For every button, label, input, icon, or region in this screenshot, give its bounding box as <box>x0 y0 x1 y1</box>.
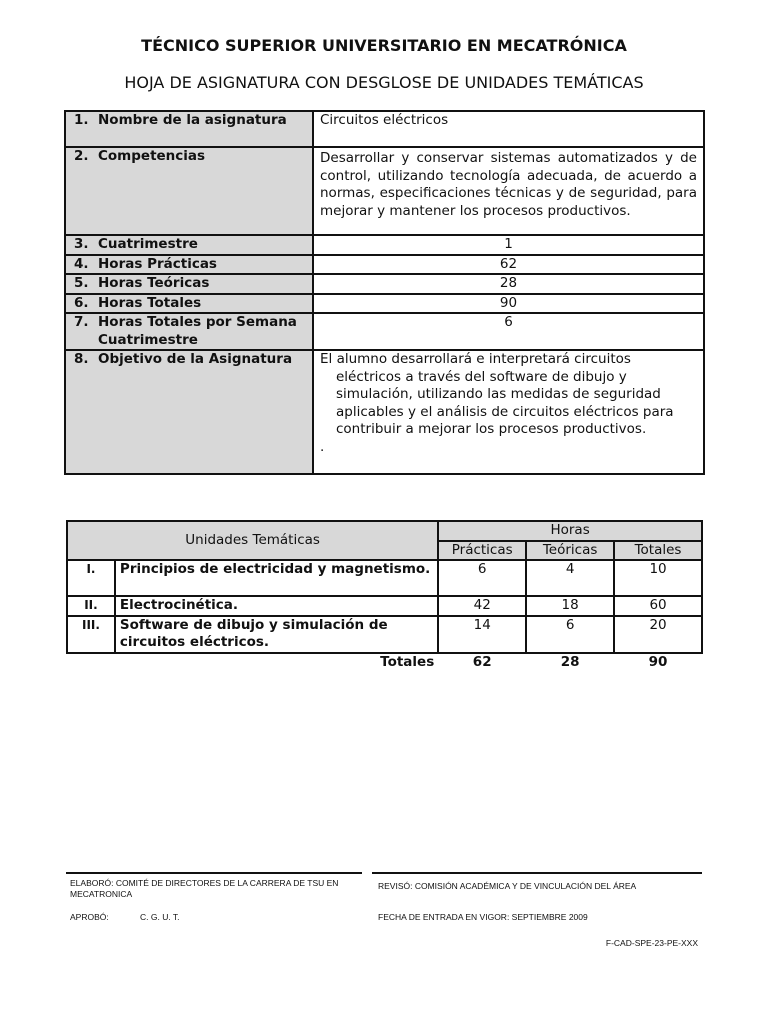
objective-rest: eléctricos a través del software de dibujo y simulación, utilizando las medidas de seguridad aplicables y el análisis de circuitos eléctricos para contribuir a mejorar los procesos productivos. <box>336 368 674 437</box>
info-value: 62 <box>313 255 704 275</box>
info-label: Competencias <box>98 148 206 164</box>
info-label-cell <box>65 274 313 294</box>
objective-trailing: . <box>320 438 325 455</box>
info-label-cell <box>65 235 313 255</box>
unit-roman: I. <box>67 560 115 596</box>
col-unidades-header: Unidades Temáticas <box>67 521 438 560</box>
unit-roman: III. <box>67 616 115 653</box>
col-horas-header: Horas <box>438 521 702 541</box>
info-row <box>65 111 704 147</box>
unit-practicas: 6 <box>438 560 526 596</box>
table-row <box>67 616 702 653</box>
page-subtitle: HOJA DE ASIGNATURA CON DESGLOSE DE UNIDADES TEMÁTICAS <box>124 73 644 92</box>
unit-practicas: 14 <box>438 616 526 653</box>
info-label-cell <box>65 255 313 275</box>
col-totales-header: Totales <box>614 541 702 561</box>
total-practicas: 62 <box>472 653 492 670</box>
info-value: Circuitos eléctricos <box>313 111 704 147</box>
info-value-objective <box>313 350 704 474</box>
info-label: Nombre de la asignatura <box>98 112 287 128</box>
total-teoricas: 28 <box>560 653 580 670</box>
totals-label: Totales <box>380 653 435 670</box>
info-value: 90 <box>313 294 704 314</box>
info-num: 7. <box>74 314 89 330</box>
unit-name: Software de dibujo y simulación de circuitos eléctricos. <box>115 616 438 653</box>
info-row <box>65 235 704 255</box>
info-row <box>65 255 704 275</box>
footer-reviso: REVISÓ: COMISIÓN ACADÉMICA Y DE VINCULACIÓN DEL ÁREA <box>378 881 637 891</box>
info-num: 5. <box>74 275 89 291</box>
info-num: 8. <box>74 351 89 367</box>
footer-code: F-CAD-SPE-23-PE-XXX <box>605 938 698 948</box>
unit-teoricas: 18 <box>526 596 614 616</box>
info-num: 4. <box>74 255 89 272</box>
col-teoricas-header: Teóricas <box>526 541 614 561</box>
subject-info-table <box>64 110 705 475</box>
unit-totales: 20 <box>614 616 702 653</box>
unit-teoricas: 6 <box>526 616 614 653</box>
objective-first-line: El alumno desarrollará e interpretará circuitos <box>320 351 631 367</box>
info-row <box>65 274 704 294</box>
info-num: 1. <box>74 112 89 128</box>
info-row <box>65 147 704 235</box>
info-label-cell <box>65 313 313 350</box>
info-value: Desarrollar y conservar sistemas automatizados y de control, utilizando tecnología adecuada, de acuerdo a normas, especificaciones técnicas y de seguridad, para mejorar y mantener los procesos productivos. <box>313 147 704 235</box>
footer-rule-right <box>372 872 702 874</box>
page-title: TÉCNICO SUPERIOR UNIVERSITARIO EN MECATRÓNICA <box>141 36 627 55</box>
info-label: Horas Teóricas <box>98 275 210 291</box>
info-label-cell <box>65 350 313 474</box>
info-label: Cuatrimestre <box>98 236 198 252</box>
unit-totales: 60 <box>614 596 702 616</box>
total-totales: 90 <box>648 653 668 670</box>
info-row <box>65 294 704 314</box>
units-header-row <box>67 521 702 541</box>
info-label: Objetivo de la Asignatura <box>98 351 293 367</box>
footer-aprobo-value: C. G. U. T. <box>140 912 180 922</box>
info-num: 6. <box>74 294 89 311</box>
info-label-cell <box>65 147 313 235</box>
footer-rule-left <box>66 872 362 874</box>
col-practicas-header: Prácticas <box>438 541 526 561</box>
unit-name: Principios de electricidad y magnetismo. <box>115 560 438 596</box>
unit-roman: II. <box>67 596 115 616</box>
table-row <box>67 596 702 616</box>
info-label-cell <box>65 111 313 147</box>
info-row <box>65 350 704 474</box>
info-label: Horas Prácticas <box>98 255 217 272</box>
info-label-cell <box>65 294 313 314</box>
table-row <box>67 560 702 596</box>
footer-aprobo-label: APROBÓ: <box>70 912 109 922</box>
totals-row <box>67 653 702 672</box>
info-value: 6 <box>313 313 704 350</box>
unit-name: Electrocinética. <box>115 596 438 616</box>
info-value: 1 <box>313 235 704 255</box>
info-value: 28 <box>313 274 704 294</box>
footer-elaboro: ELABORÓ: COMITÉ DE DIRECTORES DE LA CARRERA DE TSU EN MECATRONICA <box>70 878 339 899</box>
info-label: Horas Totales por Semana Cuatrimestre <box>98 314 297 348</box>
footer-fecha: FECHA DE ENTRADA EN VIGOR: SEPTIEMBRE 2009 <box>378 912 588 922</box>
thematic-units-table <box>66 520 703 671</box>
unit-totales: 10 <box>614 560 702 596</box>
unit-teoricas: 4 <box>526 560 614 596</box>
info-label: Horas Totales <box>98 294 202 311</box>
info-num: 2. <box>74 148 89 164</box>
info-row <box>65 313 704 350</box>
info-num: 3. <box>74 236 89 252</box>
unit-practicas: 42 <box>438 596 526 616</box>
